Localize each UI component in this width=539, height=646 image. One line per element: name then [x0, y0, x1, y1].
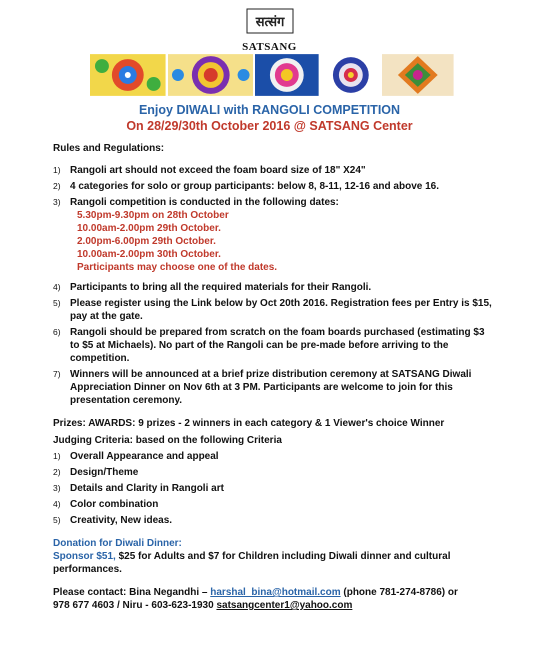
event-subtitle: On 28/29/30th October 2016 @ SATSANG Center — [126, 119, 413, 133]
rule-text: Rangoli art should not exceed the foam board size of 18" X24" — [70, 165, 366, 176]
rule-item — [53, 196, 493, 209]
rule-item — [53, 368, 493, 407]
event-title: Enjoy DIWALI with RANGOLI COMPETITION — [138, 103, 401, 117]
rule-item — [53, 281, 493, 294]
criteria-number: 1) — [53, 451, 61, 461]
date-list — [77, 209, 493, 274]
criteria-number: 4) — [53, 499, 61, 509]
sponsor-text: $25 for Adults and $7 for Children including Diwali dinner and cultural performances. — [53, 551, 451, 575]
rules-heading: Rules and Regulations: — [53, 143, 165, 154]
criteria-text: Overall Appearance and appeal — [70, 451, 219, 462]
rangoli-tile-1-icon — [90, 54, 166, 96]
sponsor-line — [53, 550, 493, 576]
rule-item — [53, 326, 493, 365]
date-item: 2.00pm-6.00pm 29th October. — [77, 236, 216, 247]
rule-number: 7) — [53, 369, 61, 379]
sponsor-label: Sponsor $51, — [53, 551, 116, 562]
rule-text: Please register using the Link below by Oct 20th 2016. Registration fees per Entry is $15, pay at the gate. — [70, 298, 492, 322]
criteria-number: 5) — [53, 515, 61, 525]
logo-emblem-icon — [246, 8, 294, 34]
date-item: 5.30pm-9.30pm on 28th October — [77, 210, 229, 221]
date-item: 10.00am-2.00pm 30th October. — [77, 249, 221, 260]
criteria-item — [53, 450, 493, 463]
rule-text: Winners will be announced at a brief prize distribution ceremony at SATSANG Diwali Appreciation Dinner on Nov 6th at 3 PM. Participants are welcome to join for this presentation ceremony. — [70, 369, 472, 406]
rangoli-tile-2-icon — [168, 54, 254, 96]
criteria-number: 2) — [53, 467, 61, 477]
rule-text: 4 categories for solo or group participants: below 8, 8-11, 12-16 and above 16. — [70, 181, 439, 192]
criteria-item — [53, 466, 493, 479]
contact-line — [53, 586, 493, 599]
donation-heading: Donation for Diwali Dinner: — [53, 538, 182, 549]
prizes-text: Prizes: AWARDS: 9 prizes - 2 winners in each category & 1 Viewer's choice Winner — [53, 418, 445, 429]
date-item: 10.00am-2.00pm 29th October. — [77, 223, 221, 234]
rangoli-tile-3-icon — [255, 54, 319, 96]
rule-text: Participants to bring all the required materials for their Rangoli. — [70, 282, 372, 293]
rangoli-banner — [90, 54, 454, 96]
criteria-number: 3) — [53, 483, 61, 493]
judging-heading: Judging Criteria: based on the following Criteria — [53, 435, 282, 446]
criteria-text: Design/Theme — [70, 467, 139, 478]
rule-number: 3) — [53, 197, 61, 207]
rule-item — [53, 180, 493, 193]
criteria-text: Details and Clarity in Rangoli art — [70, 483, 224, 494]
rule-text: Rangoli competition is conducted in the following dates: — [70, 197, 339, 208]
rangoli-tile-4-icon — [321, 54, 381, 96]
content — [53, 142, 493, 612]
criteria-text: Creativity, New ideas. — [70, 515, 173, 526]
contact-line-2 — [53, 599, 493, 612]
date-note: Participants may choose one of the dates. — [77, 262, 278, 273]
rule-number: 5) — [53, 298, 61, 308]
contact-email-link[interactable]: harshal_bina@hotmail.com — [210, 587, 341, 598]
rule-number: 6) — [53, 327, 61, 337]
contact-line2-prefix: 978 677 4603 / Niru - 603-623-1930 — [53, 600, 217, 611]
logo — [0, 8, 539, 53]
contact-phone: (phone 781-274-8786) or — [340, 587, 458, 598]
rule-number: 4) — [53, 282, 61, 292]
rule-number: 2) — [53, 181, 61, 191]
criteria-item — [53, 514, 493, 527]
criteria-item — [53, 482, 493, 495]
rangoli-tile-5-icon — [382, 54, 454, 96]
rule-text: Rangoli should be prepared from scratch on the foam boards purchased (estimating $3 to $5 at Michaels). No part of the Rangoli can be pre-made before arriving to the competition. — [70, 327, 485, 364]
criteria-item — [53, 498, 493, 511]
rule-number: 1) — [53, 165, 61, 175]
rule-item — [53, 297, 493, 323]
contact-email-link-2[interactable]: satsangcenter1@yahoo.com — [216, 600, 353, 611]
contact-prefix: Please contact: Bina Negandhi – — [53, 587, 211, 598]
logo-name: SATSANG — [242, 41, 297, 53]
rule-item — [53, 164, 493, 177]
logo-script: सत्संग — [255, 15, 284, 30]
criteria-text: Color combination — [70, 499, 159, 510]
